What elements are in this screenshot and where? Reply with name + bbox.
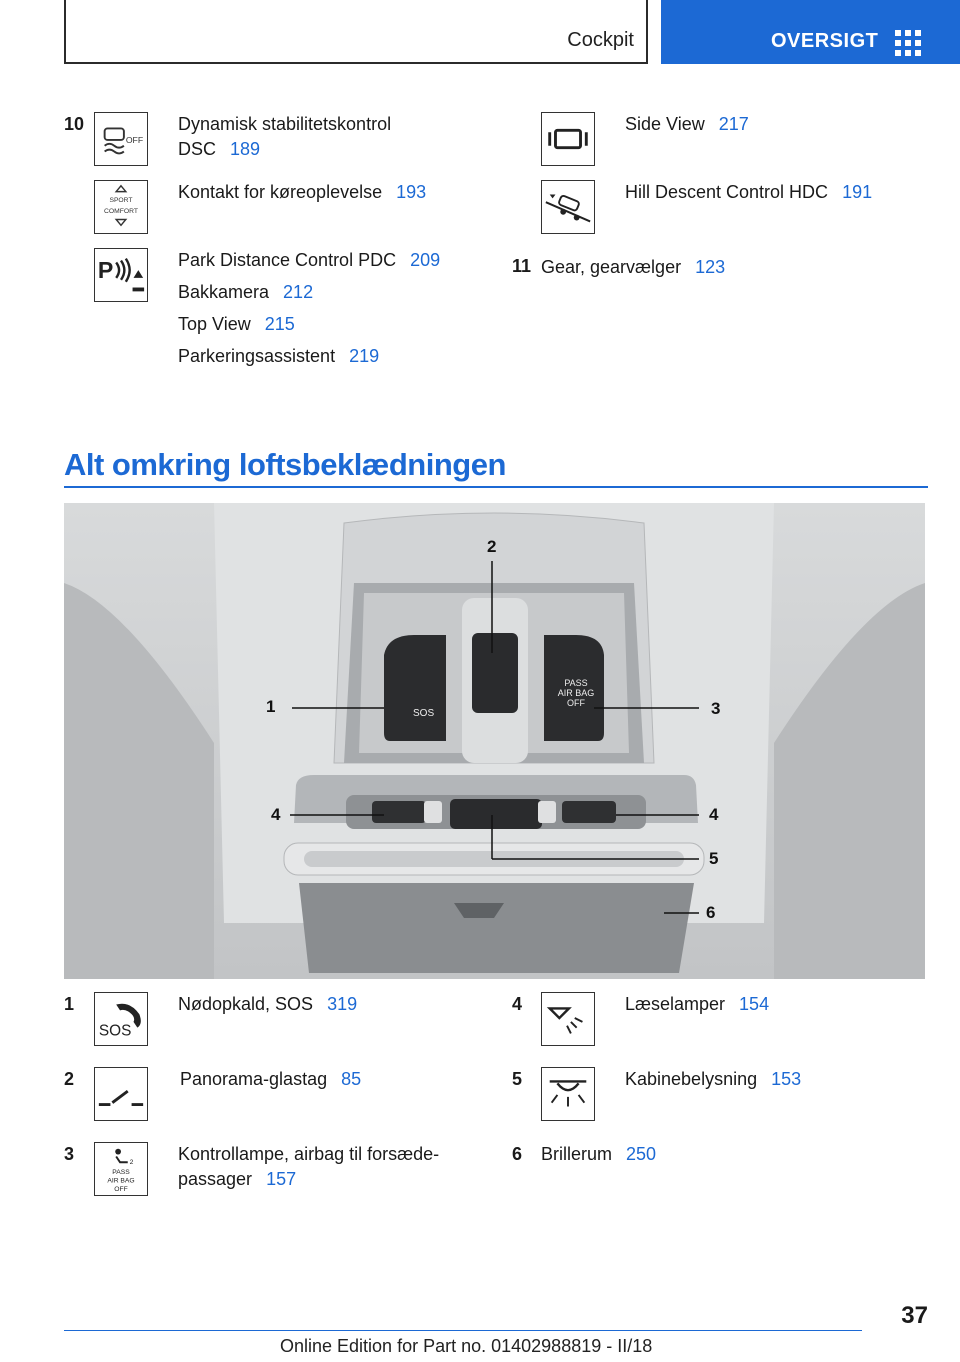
item-text: Park Distance Control PDC xyxy=(178,250,397,270)
photo-callout: 2 xyxy=(487,537,497,556)
side-view-icon xyxy=(541,112,595,166)
sos-button-label: SOS xyxy=(413,708,435,719)
item-glasses-holder xyxy=(541,1142,656,1167)
page-link[interactable]: 85 xyxy=(341,1069,362,1089)
item-pdc-group xyxy=(178,248,440,369)
photo-callout: 1 xyxy=(266,697,276,716)
item-number: 6 xyxy=(512,1144,523,1164)
page-link[interactable]: 189 xyxy=(230,139,261,159)
svg-text:OFF: OFF xyxy=(125,134,144,145)
item-number: 1 xyxy=(64,994,75,1014)
item-cabin-lighting xyxy=(625,1067,801,1092)
svg-text:AIR BAG: AIR BAG xyxy=(107,1177,135,1185)
svg-text:SPORT: SPORT xyxy=(109,197,133,205)
item-text: Top View xyxy=(178,314,251,334)
footer-edition: Online Edition for Part no. 01402988819 - II/18 xyxy=(280,1336,653,1356)
item-text: Hill Descent Control HDC xyxy=(625,182,829,202)
svg-text:OFF: OFF xyxy=(567,698,585,708)
sos-call-icon xyxy=(94,992,148,1046)
item-number: 5 xyxy=(512,1069,523,1089)
svg-text:2: 2 xyxy=(129,1159,134,1167)
cabin-light-icon xyxy=(541,1067,595,1121)
page-link[interactable]: 153 xyxy=(771,1069,802,1089)
item-text: Dynamisk stabilitetskontrol DSC xyxy=(178,114,392,159)
item-number: 10 xyxy=(64,114,85,134)
grid-menu-icon xyxy=(895,30,921,56)
page-link[interactable]: 123 xyxy=(695,257,726,277)
item-gear xyxy=(541,255,725,280)
page-link[interactable]: 219 xyxy=(349,346,380,366)
page-link[interactable]: 215 xyxy=(264,314,295,334)
page-link[interactable]: 319 xyxy=(327,994,358,1014)
photo-callout: 4 xyxy=(709,805,719,824)
park-distance-icon xyxy=(94,248,148,302)
item-sos xyxy=(178,992,357,1017)
item-number: 11 xyxy=(512,256,532,276)
overhead-console-photo xyxy=(64,503,925,979)
item-airbag-lamp xyxy=(178,1142,498,1192)
header-section-box xyxy=(64,0,648,64)
svg-text:AIR BAG: AIR BAG xyxy=(557,688,595,698)
item-text: Parkeringsassistent xyxy=(178,346,336,366)
page-link[interactable]: 209 xyxy=(410,250,441,270)
header-section-title: Cockpit xyxy=(567,29,634,51)
section-rule xyxy=(64,486,928,488)
item-number: 4 xyxy=(512,994,523,1014)
item-text: Side View xyxy=(625,114,705,134)
page-link[interactable]: 250 xyxy=(626,1144,657,1164)
sport-comfort-icon xyxy=(94,180,148,234)
svg-text:PASS: PASS xyxy=(564,678,588,688)
svg-text:OFF: OFF xyxy=(114,1186,128,1194)
item-driving-experience xyxy=(178,180,426,205)
airbag-indicator-icon xyxy=(94,1142,148,1196)
panorama-roof-icon xyxy=(94,1067,148,1121)
page-number: 37 xyxy=(901,1302,928,1329)
hill-descent-icon xyxy=(541,180,595,234)
overview-label: OVERSIGT xyxy=(771,30,879,52)
svg-text:SOS: SOS xyxy=(98,1022,132,1040)
item-number: 3 xyxy=(64,1144,75,1164)
item-side-view xyxy=(625,112,749,137)
page-link[interactable]: 217 xyxy=(718,114,749,134)
item-text: Læselamper xyxy=(625,994,726,1014)
item-panorama-roof xyxy=(180,1067,361,1092)
item-text: Gear, gearvælger xyxy=(541,257,682,277)
section-title: Alt omkring loftsbeklædningen xyxy=(64,447,506,482)
page-link[interactable]: 191 xyxy=(842,182,873,202)
item-text: Kabinebelysning xyxy=(625,1069,758,1089)
svg-text:P: P xyxy=(97,256,114,283)
page-link[interactable]: 157 xyxy=(266,1169,297,1189)
photo-callout: 5 xyxy=(709,849,719,868)
page-link[interactable]: 212 xyxy=(283,282,314,302)
overview-tab[interactable] xyxy=(661,0,960,64)
item-text: Bakkamera xyxy=(178,282,270,302)
reading-lamp-icon xyxy=(541,992,595,1046)
item-text: Kontrollampe, airbag til forsæde- passager xyxy=(178,1144,440,1189)
footer-rule xyxy=(64,1330,862,1331)
photo-callout: 6 xyxy=(706,903,716,922)
item-text: Panorama-glastag xyxy=(180,1069,328,1089)
page-link[interactable]: 154 xyxy=(739,994,770,1014)
dsc-off-icon xyxy=(94,112,148,166)
svg-text:COMFORT: COMFORT xyxy=(104,207,138,215)
item-text: Nødopkald, SOS xyxy=(178,994,314,1014)
photo-callout: 3 xyxy=(711,699,721,718)
item-number: 2 xyxy=(64,1069,75,1089)
svg-text:PASS: PASS xyxy=(112,1168,130,1176)
item-hill-descent xyxy=(625,180,872,205)
photo-callout: 4 xyxy=(271,805,281,824)
item-text: Kontakt for køreoplevelse xyxy=(178,182,383,202)
item-text: Brillerum xyxy=(541,1144,613,1164)
item-reading-lamps xyxy=(625,992,769,1017)
item-dsc xyxy=(178,112,498,162)
page-link[interactable]: 193 xyxy=(396,182,427,202)
